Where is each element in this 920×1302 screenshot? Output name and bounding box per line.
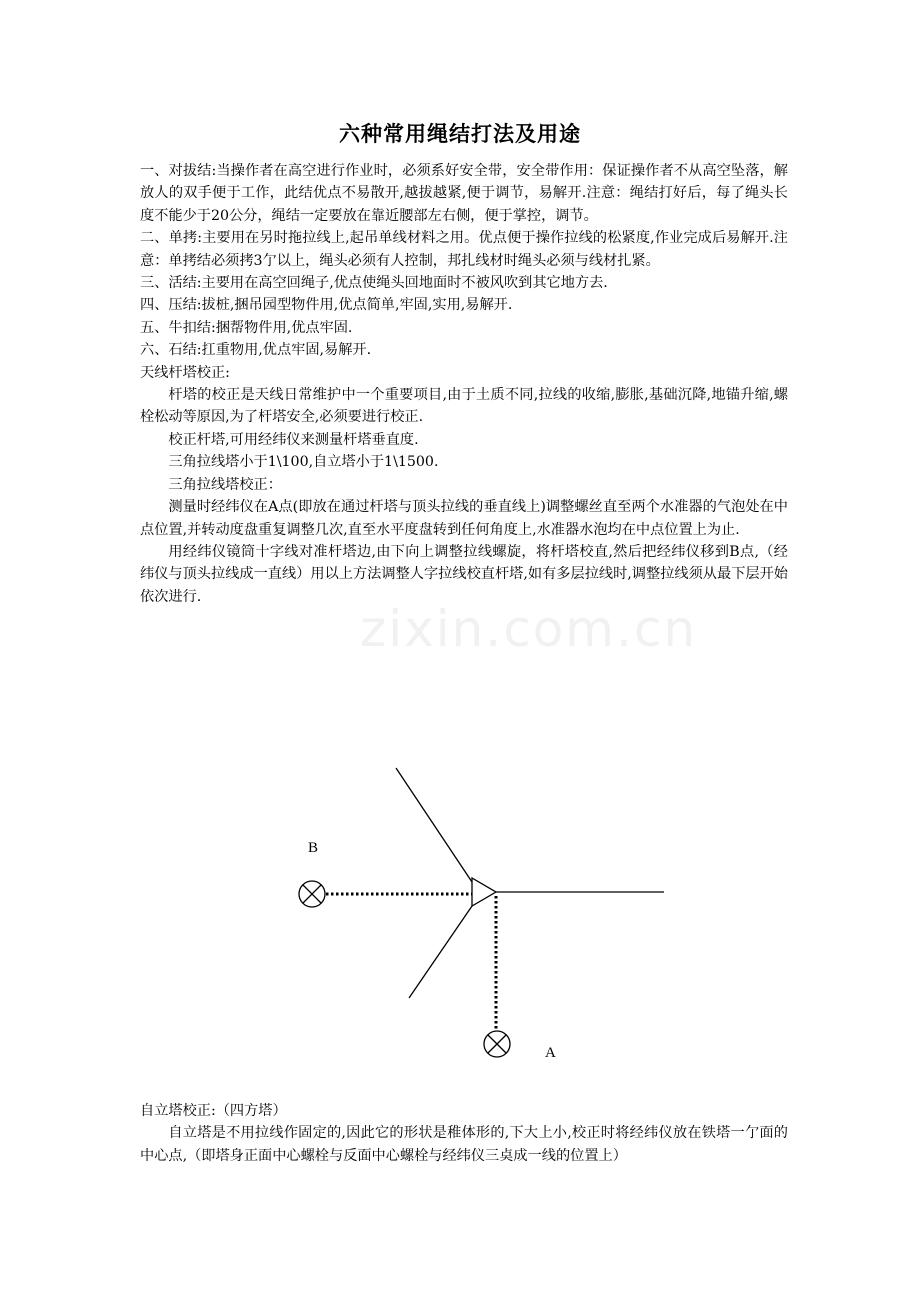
paragraph-self-supporting: 自立塔是不用拉线作固定的,因此它的形状是稚体形的,下大上小,校正时将经纬仪放在铁塔一亇面的中心点,（即塔身正面中心螺栓与反面中心螺栓与经纬仪三奌成一线的位置上）: [140, 1125, 788, 1164]
tower-triangle: [472, 878, 496, 906]
label-a: A: [545, 1045, 556, 1061]
guy-wire-lower: [409, 906, 472, 998]
paragraph-knot-4: 四、压结:拔桩,捆吊园型物件用,优点简单,牢固,实用,易解开.: [140, 297, 513, 314]
section-heading-self-supporting: 自立塔校正:（四方塔）: [140, 1103, 287, 1119]
paragraph-measure-point-a: 测量时经纬仪在A点(即放在通过杆塔与顶头拉线的垂直线上)调整螺丝直至两个水准器的气泡处在中点位置,并转动度盘重复调整几次,直至水平度盘转到任何角度上,水准器水泡均在中点位置上为止.: [140, 499, 788, 538]
guy-wire-upper: [396, 768, 472, 882]
tower-correction-diagram: [280, 760, 680, 1070]
label-b: B: [308, 840, 319, 856]
body-text: [140, 160, 788, 608]
paragraph-knot-3: 三、活结:主要用在高空回绳子,优点使绳头回地面时不被风吹到其它地方去.: [140, 275, 608, 292]
subheading-guyed-tower: 三角拉线塔校正：: [168, 476, 282, 493]
paragraph-tolerance: 三角拉线塔小于1\100,自立塔小于1\1500.: [168, 454, 439, 471]
theodolite-b-icon: [299, 881, 325, 907]
paragraph-measure-point-b: 用经纬仪镜筒十字线对准杆塔边,由下向上调整拉线螺旋，将杆塔校直,然后把经纬仪移到B点,（经纬仪与顶头拉线成一直线）用以上方法调整人字拉线校直杆塔,如有多层拉线时,调整拉线须从最下层开始依次进行.: [140, 543, 788, 605]
paragraph-knot-5: 五、牛扣结:捆帮物件用,优点牢固.: [140, 319, 353, 336]
theodolite-a-icon: [484, 1031, 510, 1057]
section-heading-tower-correction: 天线杆塔校正:: [140, 364, 230, 381]
page-title: 六种常用绳结打法及用途: [339, 122, 581, 146]
watermark: zixin.com.cn: [360, 600, 698, 658]
paragraph-knot-2: 二、单拷:主要用在另时拖拉线上,起吊单线材料之用。优点便于操作拉线的松紧度,作业完成后易解开.注意：单拷结必须拷3亇以上，绳头必须有人控制，邦扎线材时绳头必须与线材扎紧。: [140, 230, 788, 269]
lower-text: [140, 1100, 788, 1167]
paragraph-knot-1: 一、对拔结:当操作者在高空进行作业时，必须系好安全带，安全带作用：保证操作者不从高空坠落，解放人的双手便于工作，此结优点不易散开,越拔越紧,便于调节，易解开.注意：绳结打好后，每了绳头长度不能少于20公分，绳结一定要放在靠近腰部左右侧，便于掌控，调节。: [140, 163, 788, 224]
paragraph-theodolite: 校正杆塔,可用经纬仪来测量杆塔垂直度.: [168, 431, 419, 448]
paragraph-tower-intro: 杆塔的校正是天线日常维护中一个重要项目,由于土质不同,拉线的收缩,膨胀,基础沉降,地锚升缩,螺栓松动等原因,为了杆塔安全,必须要进行校正.: [140, 387, 788, 426]
paragraph-knot-6: 六、石结:扛重物用,优点牢固,易解开.: [140, 342, 372, 359]
